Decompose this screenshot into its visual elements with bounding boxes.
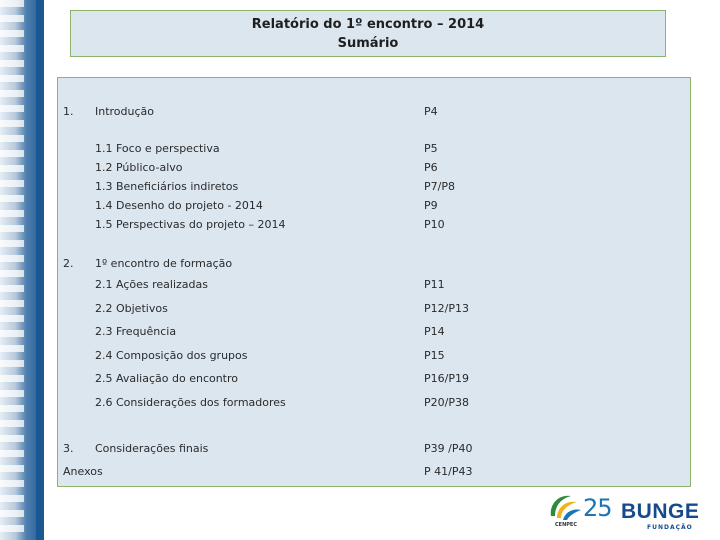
toc-item-1-4: 1.4 Desenho do projeto - 2014	[95, 199, 263, 212]
toc-page-2-6: P20/P38	[424, 396, 469, 409]
annex-page: P 41/P43	[424, 465, 473, 478]
anniversary-number: 25	[583, 494, 612, 522]
toc-item-2-1: 2.1 Ações realizadas	[95, 278, 208, 291]
section-2-label: 1º encontro de formação	[95, 257, 233, 270]
toc-item-1-2: 1.2 Público-alvo	[95, 161, 183, 174]
toc-item-2-5: 2.5 Avaliação do encontro	[95, 372, 239, 385]
section-3-page: P39 /P40	[424, 442, 473, 455]
toc-page-1-1: P5	[424, 142, 438, 155]
toc-page-2-4: P15	[424, 349, 445, 362]
cenpec-emblem-icon	[545, 490, 585, 526]
title-box	[70, 10, 666, 57]
annex-label: Anexos	[63, 465, 103, 478]
foundation-wordmark: FUNDAÇÃO	[647, 524, 693, 531]
section-3-label: Considerações finais	[95, 442, 209, 455]
toc-page-2-2: P12/P13	[424, 302, 469, 315]
section-1-number: 1.	[63, 105, 74, 118]
slide-title: Relatório do 1º encontro – 2014	[251, 16, 485, 32]
toc-page-1-3: P7/P8	[424, 180, 455, 193]
toc-item-1-5: 1.5 Perspectivas do projeto – 2014	[95, 218, 286, 231]
decorative-side-band	[0, 0, 44, 540]
section-2-number: 2.	[63, 257, 74, 270]
toc-item-2-4: 2.4 Composição dos grupos	[95, 349, 248, 362]
table-of-contents	[57, 77, 691, 487]
slide-subtitle: Sumário	[337, 35, 399, 51]
toc-item-1-1: 1.1 Foco e perspectiva	[95, 142, 220, 155]
toc-page-1-4: P9	[424, 199, 438, 212]
bunge-wordmark: BUNGE	[621, 500, 700, 523]
section-1-page: P4	[424, 105, 438, 118]
section-1-label: Introdução	[95, 105, 155, 118]
toc-page-1-2: P6	[424, 161, 438, 174]
toc-page-2-5: P16/P19	[424, 372, 469, 385]
section-3-number: 3.	[63, 442, 74, 455]
toc-page-2-3: P14	[424, 325, 445, 338]
toc-page-2-1: P11	[424, 278, 445, 291]
toc-item-2-2: 2.2 Objetivos	[95, 302, 168, 315]
toc-item-1-3: 1.3 Beneficiários indiretos	[95, 180, 239, 193]
bunge-foundation-logo	[543, 488, 708, 536]
toc-page-1-5: P10	[424, 218, 445, 231]
toc-item-2-3: 2.3 Frequência	[95, 325, 177, 338]
toc-item-2-6: 2.6 Considerações dos formadores	[95, 396, 286, 409]
cenpec-wordmark: CENPEC	[555, 522, 578, 528]
